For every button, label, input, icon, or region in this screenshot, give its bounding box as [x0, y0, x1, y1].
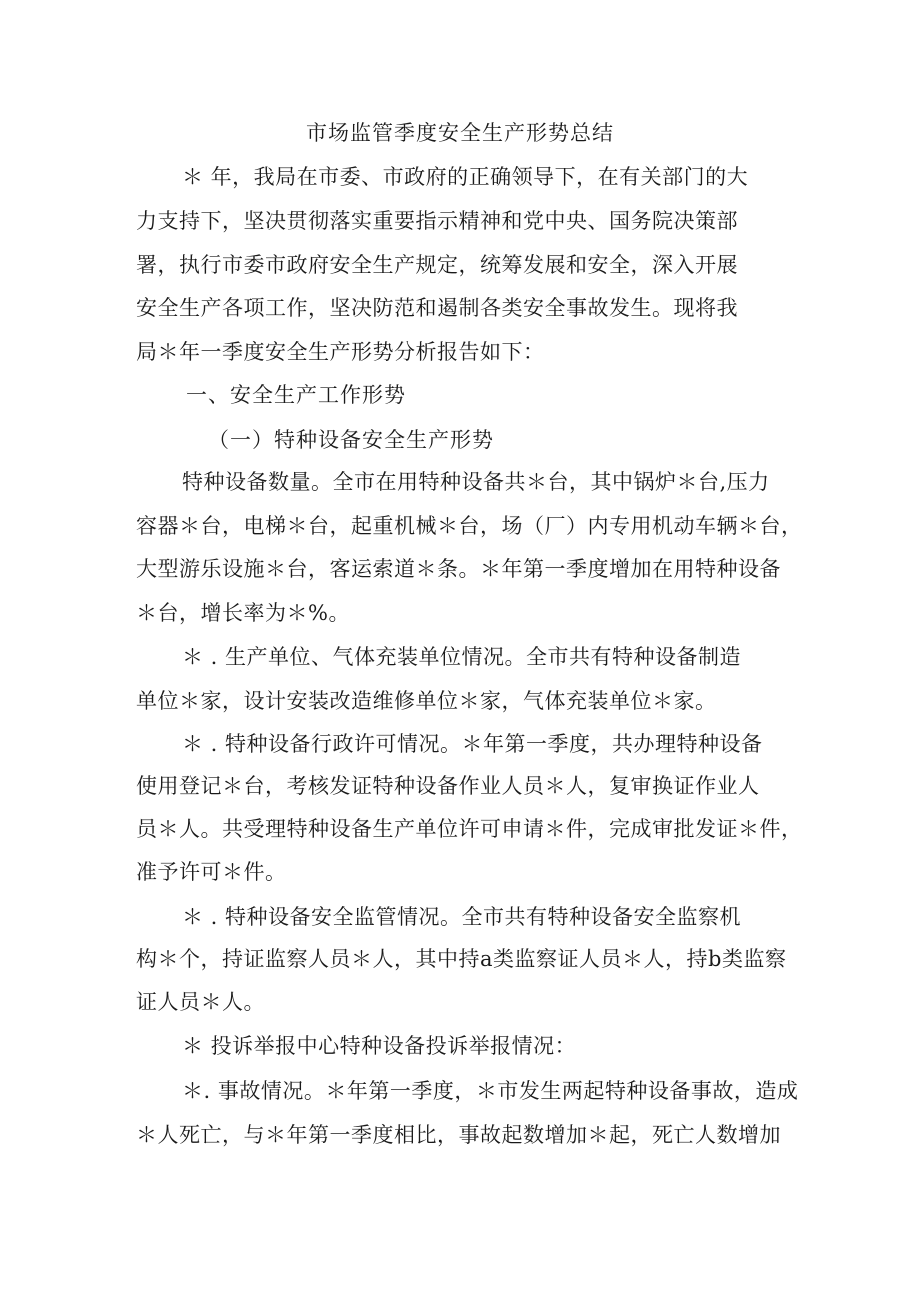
paragraph-line: 证人员＊人。	[136, 990, 265, 1014]
paragraph-line: 使用登记＊台，考核发证特种设备作业人员＊人，复审换证作业人	[136, 774, 760, 798]
paragraph-line: 容器＊台，电梯＊台，起重机械＊台，场（厂）内专用机动车辆＊台，	[136, 514, 803, 538]
paragraph-line: ＊. 事故情况。＊年第一季度，＊市发生两起特种设备事故，造成	[182, 1079, 799, 1103]
section-heading: 一、安全生产工作形势	[186, 383, 406, 407]
paragraph-line: ＊ 年，我局在市委、市政府的正确领导下，在有关部门的大	[182, 165, 749, 189]
paragraph-line: 特种设备数量。全市在用特种设备共＊台，其中锅炉＊台,压力	[182, 470, 770, 494]
paragraph-line: 安全生产各项工作，坚决防范和遏制各类安全事故发生。现将我	[136, 296, 738, 320]
paragraph-line: 构＊个，持证监察人员＊人，其中持a类监察证人员＊人，持b类监察	[136, 947, 787, 971]
paragraph-line: 局＊年一季度安全生产形势分析报告如下：	[136, 340, 545, 364]
paragraph-line: 大型游乐设施＊台，客运索道＊条。＊年第一季度增加在用特种设备	[136, 557, 781, 581]
paragraph-line: ＊台，增长率为＊%。	[136, 601, 350, 625]
paragraph-line: ＊人死亡，与＊年第一季度相比，事故起数增加＊起，死亡人数增加	[136, 1123, 781, 1147]
document-title: 市场监管季度安全生产形势总结	[306, 121, 614, 145]
paragraph-line: ＊ . 生产单位、气体充装单位情况。全市共有特种设备制造	[182, 645, 742, 669]
paragraph-line: ＊ . 特种设备行政许可情况。＊年第一季度，共办理特种设备	[182, 732, 763, 756]
paragraph-line: ＊ . 特种设备安全监管情况。全市共有特种设备安全监察机	[182, 905, 742, 929]
paragraph-line: 力支持下，坚决贯彻落实重要指示精神和党中央、国务院决策部	[136, 209, 738, 233]
paragraph-line: 准予许可＊件。	[136, 860, 287, 884]
paragraph-line: ＊ 投诉举报中心特种设备投诉举报情况：	[182, 1034, 577, 1058]
paragraph-line: 署，执行市委市政府安全生产规定，统筹发展和安全，深入开展	[136, 253, 738, 277]
subsection-heading: （一）特种设备安全生产形势	[208, 428, 494, 452]
paragraph-line: 单位＊家，设计安装改造维修单位＊家，气体充装单位＊家。	[136, 689, 717, 713]
paragraph-line: 员＊人。共受理特种设备生产单位许可申请＊件，完成审批发证＊件，	[136, 817, 803, 841]
